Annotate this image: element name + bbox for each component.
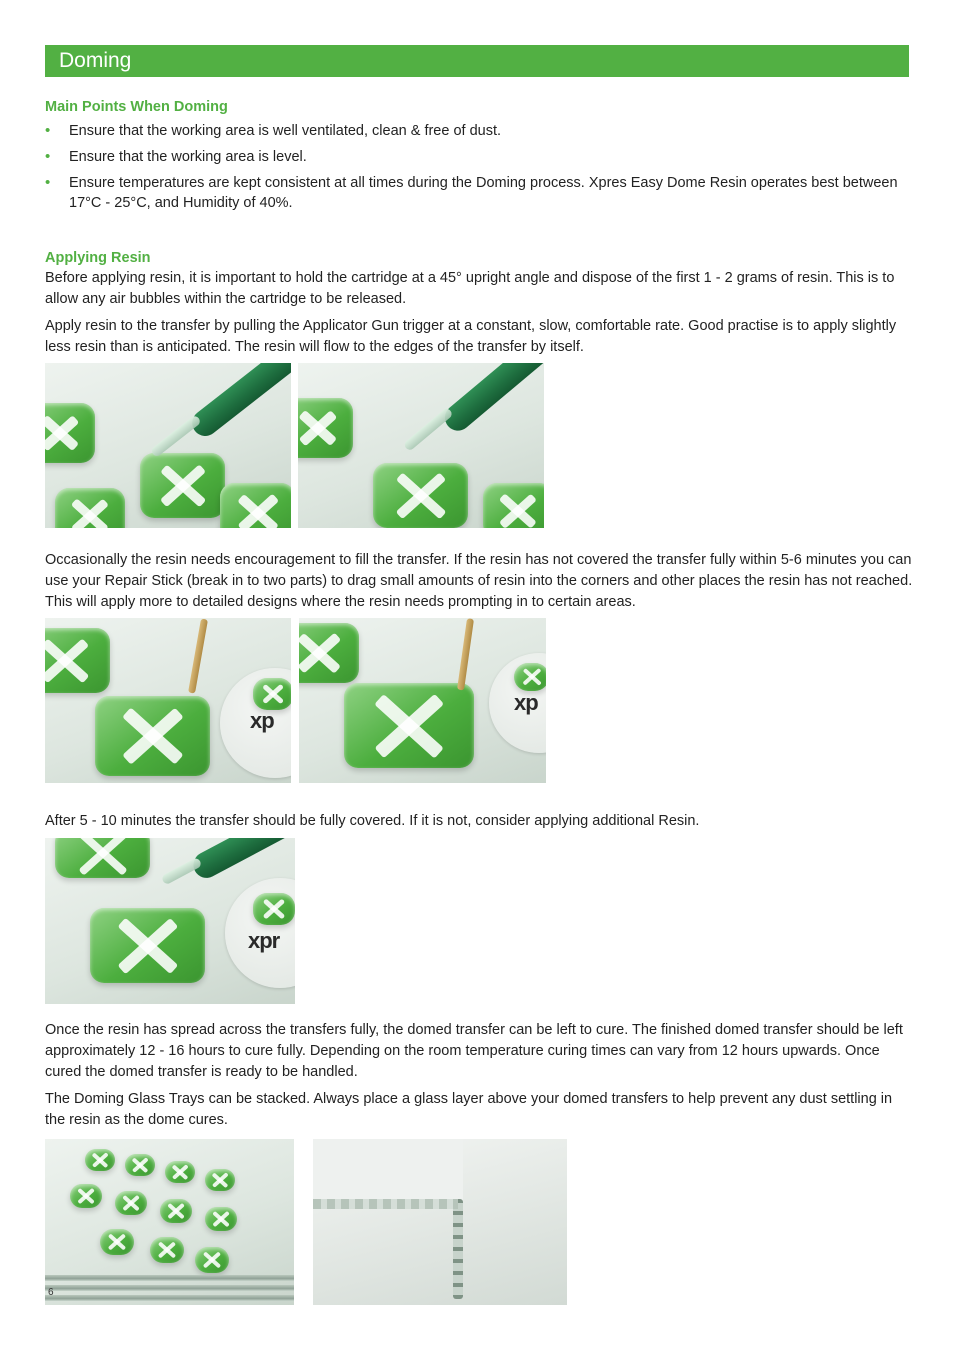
repair-stick-photo-2 bbox=[299, 618, 546, 783]
applying-resin-para-3: Occasionally the resin needs encouragement to fill the transfer. If the resin has not covered the transfer fully within 5-6 minutes you can use your Repair Stick (break in to two parts) to drag small amounts of resin into the corners and other places the resin has not reached. This will apply more to detailed designs where the resin needs prompting in to certain areas. bbox=[45, 552, 913, 610]
applying-resin-para-4: After 5 - 10 minutes the transfer should be fully covered. If it is not, consider applying additional Resin. bbox=[45, 813, 700, 829]
transfer-tile bbox=[253, 893, 295, 925]
repair-stick bbox=[457, 618, 474, 690]
transfer-tile bbox=[55, 488, 125, 528]
transfer-tile bbox=[45, 628, 110, 693]
transfer-tile bbox=[150, 1237, 184, 1263]
glass-tray-edge bbox=[45, 1295, 294, 1301]
transfer-tile bbox=[70, 1184, 102, 1208]
resin-application-photo-2 bbox=[298, 363, 544, 528]
transfer-tile bbox=[95, 696, 210, 776]
glass-tray-stack-edge bbox=[453, 1199, 463, 1299]
bullet-icon: • bbox=[45, 122, 51, 139]
transfer-tile bbox=[160, 1199, 192, 1223]
applicator-gun bbox=[189, 838, 295, 882]
transfer-tile bbox=[483, 483, 544, 528]
transfer-tile bbox=[205, 1169, 235, 1191]
transfer-tile bbox=[253, 678, 291, 710]
transfer-tile bbox=[55, 838, 150, 878]
repair-stick bbox=[188, 619, 208, 694]
applicator-gun bbox=[187, 363, 291, 441]
bullet-icon: • bbox=[45, 174, 51, 191]
glass-tray-stack-edge bbox=[313, 1199, 458, 1209]
repair-stick-photo-1 bbox=[45, 618, 291, 783]
stacked-glass-trays-photo bbox=[313, 1139, 567, 1305]
transfer-tile bbox=[45, 403, 95, 463]
page-title-bar bbox=[45, 45, 909, 77]
page-number: 6 bbox=[48, 1287, 54, 1298]
transfer-tile bbox=[165, 1161, 195, 1183]
glass-tray-edge bbox=[45, 1285, 294, 1291]
applying-resin-para-1: Before applying resin, it is important to hold the cartridge at a 45° upright angle and dispose of the first 1 - 2 grams of resin. This is to allow any air bubbles within the cartridge to be released. bbox=[45, 270, 895, 307]
list-item: • Ensure that the working area is well ventilated, clean & free of dust. bbox=[45, 122, 502, 139]
covered-transfer-photo bbox=[45, 838, 295, 1004]
transfer-tile bbox=[195, 1247, 229, 1273]
transfer-tile bbox=[514, 663, 546, 691]
applying-resin-para-2: Apply resin to the transfer by pulling the Applicator Gun trigger at a constant, slow, comfortable rate. Good practise is to apply slightly less resin than is anticipated. The resin will flow to the edges of the transfer by itself. bbox=[45, 318, 897, 355]
main-points-heading: Main Points When Doming bbox=[45, 99, 228, 115]
transfer-tile bbox=[85, 1149, 115, 1171]
glass-tray-transfers-photo bbox=[45, 1139, 294, 1305]
applicator-nozzle bbox=[403, 407, 454, 452]
transfer-tile bbox=[100, 1229, 134, 1255]
list-item: • Ensure temperatures are kept consistent at all times during the Doming process. Xpres Easy Dome Resin operates best between 17°C - 25°C, and Humidity of 40%. bbox=[45, 174, 898, 211]
xpres-label: xp bbox=[250, 708, 274, 733]
xpres-label: xp bbox=[514, 690, 538, 715]
resin-application-photo-1 bbox=[45, 363, 291, 528]
glass-tray-edge bbox=[45, 1275, 294, 1281]
xpres-label: xpr bbox=[248, 928, 280, 953]
transfer-tile bbox=[220, 483, 291, 528]
list-item: • Ensure that the working area is level. bbox=[45, 148, 307, 165]
applying-resin-para-5: Once the resin has spread across the transfers fully, the domed transfer can be left to cure. The finished domed transfer should be left approximately 12 - 16 hours to cure fully. Depending on the room temperature curing times can vary from 12 hours upwards. Once cured the domed transfer is ready to be handled. bbox=[45, 1022, 903, 1080]
bullet-icon: • bbox=[45, 148, 51, 165]
transfer-tile bbox=[299, 623, 359, 683]
transfer-tile bbox=[125, 1154, 155, 1176]
transfer-tile bbox=[344, 683, 474, 768]
transfer-tile bbox=[298, 398, 353, 458]
transfer-tile bbox=[90, 908, 205, 983]
applicator-nozzle bbox=[150, 414, 202, 458]
transfer-tile bbox=[205, 1207, 237, 1231]
applying-resin-para-6: The Doming Glass Trays can be stacked. Always place a glass layer above your domed transfers to help prevent any dust settling in the resin as the dome cures. bbox=[45, 1091, 893, 1128]
applicator-gun bbox=[440, 363, 544, 436]
transfer-tile bbox=[373, 463, 468, 528]
transfer-tile bbox=[115, 1191, 147, 1215]
main-points-list bbox=[45, 121, 905, 219]
transfer-tile bbox=[140, 453, 225, 518]
applying-resin-heading: Applying Resin bbox=[45, 250, 151, 266]
page-title: Doming bbox=[59, 49, 132, 72]
